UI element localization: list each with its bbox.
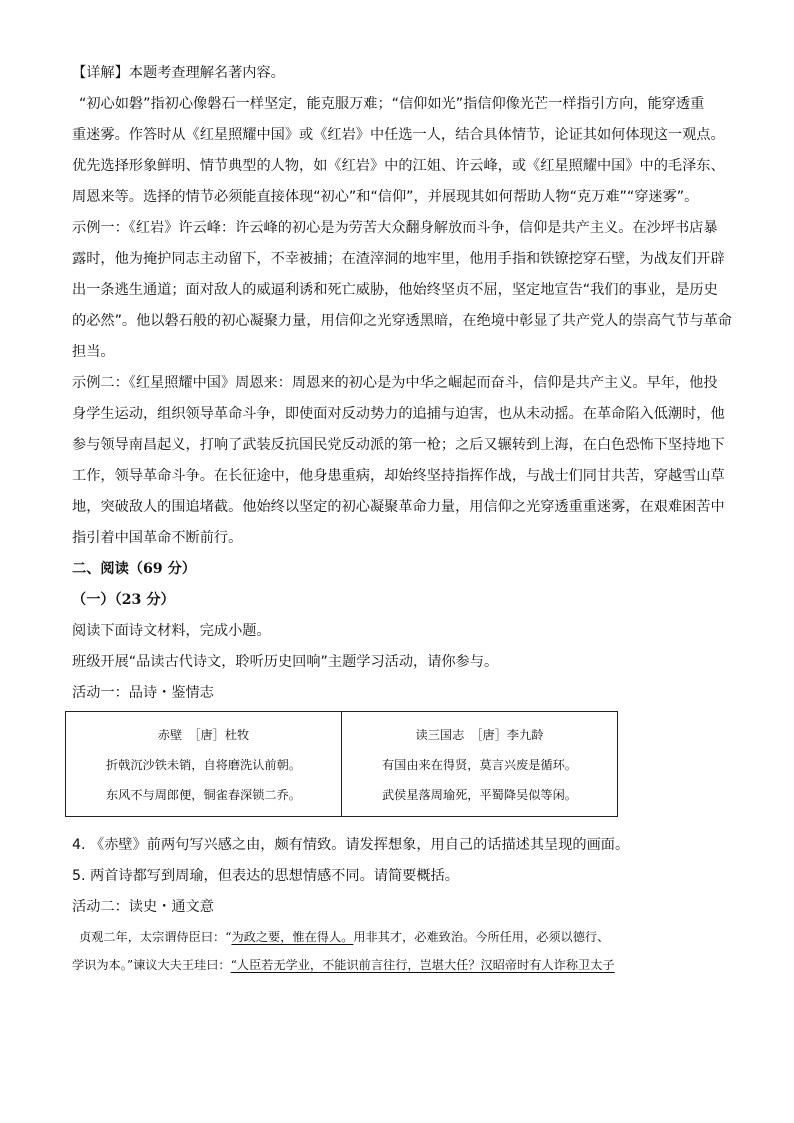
paragraph-line: 周恩来等。选择的情节必须能直接体现“初心”和“信仰”，并展现其如何帮助人物“克万难”“穿迷雾”。 [72, 189, 699, 205]
underlined-text: 为政之要，惟在得人。 [231, 930, 354, 944]
paragraph-line: 优先选择形象鲜明、情节典型的人物，如《红岩》中的江姐、许云峰，或《红星照耀中国》中的毛泽东、 [72, 158, 725, 174]
poem-line: 有国由来在得贤，莫言兴废是循环。 [382, 758, 577, 772]
classical-text-segment: 用非其才，必难致治。今所任用，必须以德行、 [353, 930, 610, 944]
activity-intro: 班级开展“品读古代诗文，聆听历史回响”主题学习活动，请你参与。 [72, 654, 499, 670]
example-one-line: 担当。 [72, 344, 115, 360]
document-page [72, 58, 732, 979]
example-two-line: 示例二：《红星照耀中国》周恩来：周恩来的初心是为中华之崛起而奋斗，信仰是共产主义。早年，他投 [72, 375, 718, 391]
poem-cell-chibi [66, 712, 342, 817]
poem-title: 赤壁 ［唐］杜牧 [157, 728, 250, 742]
poem-title: 读三国志 ［唐］李九龄 [415, 728, 544, 742]
section-heading: 二、阅读（69 分） [72, 561, 196, 577]
example-one-line: 示例一：《红岩》许云峰：许云峰的初心是为劳苦大众翻身解放而斗争，信仰是共产主义。在沙坪书店暴 [72, 220, 718, 236]
poem-line: 东风不与周郎便，铜雀春深锁二乔。 [106, 788, 301, 802]
example-two-line: 身学生运动，组织领导革命斗争，即使面对反动势力的追捕与迫害，也从未动摇。在革命陷入低潮时，他 [72, 406, 725, 422]
example-two-line: 地，突破敌人的围追堵截。他始终以坚定的初心凝聚革命力量，用信仰之光穿透重重迷雾，在艰难困苦中 [72, 499, 725, 515]
poem-table [65, 711, 618, 817]
sub-section-heading: （一）（23 分） [72, 592, 175, 608]
activity-one-title: 活动一：品诗・鉴情志 [72, 685, 214, 701]
reading-instruction: 阅读下面诗文材料，完成小题。 [72, 623, 271, 639]
classical-text-segment: 贞观二年，太宗谓侍臣曰：“ [79, 930, 232, 944]
paragraph-line: 重迷雾。作答时从《红星照耀中国》或《红岩》中任选一人，结合具体情节，论证其如何体现这一观点。 [72, 127, 725, 143]
poem-line: 折戟沉沙铁未销，自将磨洗认前朝。 [106, 758, 301, 772]
detail-header: 【详解】本题考查理解名著内容。 [72, 65, 285, 81]
paragraph-line: “初心如磐”指初心像磐石一样坚定，能克服万难；“信仰如光”指信仰像光芒一样指引方向，能穿透重 [79, 96, 705, 112]
example-two-line: 参与领导南昌起义，打响了武装反抗国民党反动派的第一枪；之后又辗转到上海，在白色恐怖下坚持地下 [72, 437, 725, 453]
example-one-line: 露时，他为掩护同志主动留下，不幸被捕；在渣滓洞的地牢里，他用手指和铁镣挖穿石壁，为战友们开辟 [72, 251, 725, 267]
question-5: 5. 两首诗都写到周瑜，但表达的思想情感不同。请简要概括。 [72, 868, 459, 884]
activity-two-title: 活动二：读史・通文意 [72, 899, 214, 915]
question-4: 4. 《赤壁》前两句写兴感之由，颇有情致。请发挥想象，用自己的话描述其呈现的画面。 [72, 837, 630, 853]
classical-text-line [72, 951, 726, 979]
poem-line: 武侯星落周瑜死，平蜀降吴似等闲。 [382, 788, 577, 802]
poem-cell-sanguozhi [342, 712, 618, 817]
example-one-line: 出一条逃生通道；面对敌人的威逼利诱和死亡威胁，他始终坚贞不屈，坚定地宣告“我们的事业，是历史 [72, 282, 718, 298]
underlined-text: “人臣若无学业，不能识前言往行，岂堪大任？汉昭帝时有人诈称卫太子 [230, 958, 615, 972]
example-two-line: 工作，领导革命斗争。在长征途中，他身患重病，却始终坚持指挥作战，与战士们同甘共苦，穿越雪山草 [72, 468, 725, 484]
classical-text-segment: 学识为本。”谏议大夫王珪曰： [72, 958, 231, 972]
example-two-line: 指引着中国革命不断前行。 [72, 530, 243, 546]
classical-text-line [72, 923, 726, 951]
example-one-line: 的必然”。他以磐石般的初心凝聚力量，用信仰之光穿透黑暗，在绝境中彰显了共产党人的崇高气节与革命 [72, 313, 732, 329]
